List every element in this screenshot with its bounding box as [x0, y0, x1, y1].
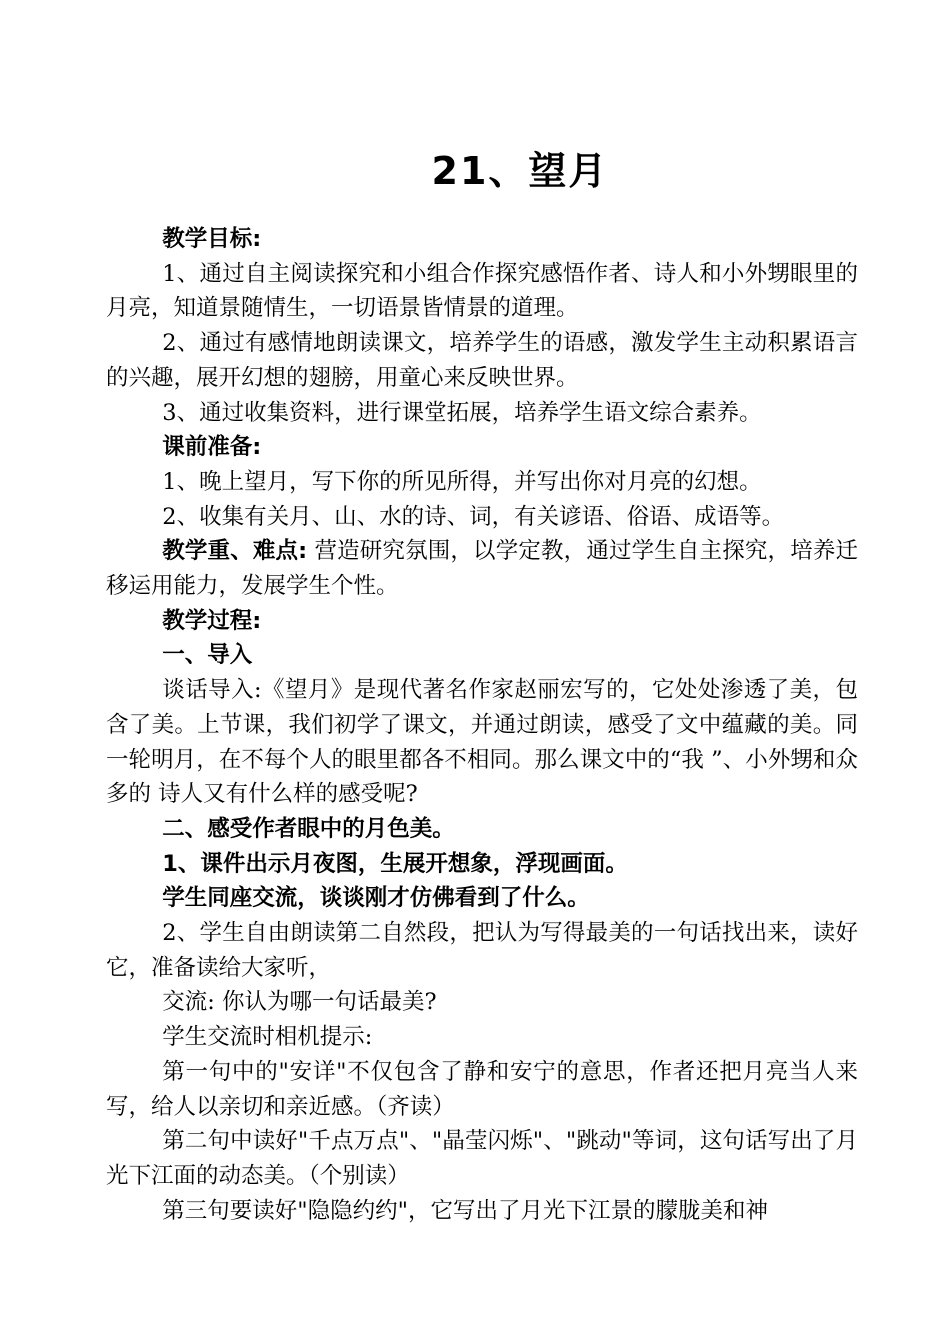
sentence3-note: 第三句要读好"隐隐约约"，它写出了月光下江景的朦胧美和神 [162, 1197, 768, 1224]
sentence1-note: 第一句中的"安详"不仅包含了静和安宁的意思，作者还把月亮当人来写，给人以亲切和亲近感。（齐读） [106, 1058, 858, 1120]
process-heading: 教学过程: [162, 607, 262, 634]
goal-item: 3、通过收集资料，进行课堂拓展，培养学生语文综合素养。 [162, 399, 762, 426]
goals-heading: 教学目标: [162, 226, 262, 252]
hint-intro: 学生交流时相机提示: [162, 1024, 373, 1051]
section2-heading: 二、感受作者眼中的月色美。 [162, 815, 455, 842]
section1-heading: 一、导入 [162, 642, 253, 669]
prep-item: 2、收集有关月、山、水的诗、词，有关谚语、俗语、成语等。 [162, 503, 785, 530]
section2-step1: 1、课件出示月夜图，生展开想象，浮现画面。 [162, 850, 628, 877]
key-text: 营造研究氛围，以学定教，通过学生自主探究，培养迁移运用能力，发展学生个性。 [106, 538, 859, 600]
section2-step1b: 学生同座交流，谈谈刚才仿佛看到了什么。 [162, 885, 590, 912]
document-body [106, 222, 858, 1228]
page-title: 21、望月 [431, 149, 609, 193]
goal-item: 2、通过有感情地朗读课文，培养学生的语感，激发学生主动积累语言的兴趣，展开幻想的翅膀，用童心来反映世界。 [106, 330, 858, 391]
prep-item: 1、晚上望月，写下你的所见所得，并写出你对月亮的幻想。 [162, 468, 762, 495]
section2-step2: 2、学生自由朗读第二自然段，把认为写得最美的一句话找出来，读好它，准备读给大家听， [106, 920, 858, 981]
goal-item: 1、通过自主阅读探究和小组合作探究感悟作者、诗人和小外甥眼里的月亮，知道景随情生，一切语景皆情景的道理。 [106, 260, 858, 322]
key-heading: 教学重、难点: [162, 538, 308, 565]
section1-text: 谈话导入:《望月》是现代著名作家赵丽宏写的，它处处渗透了美，包含了美。上节课，我们初学了课文，并通过朗读，感受了文中蕴藏的美。同一轮明月，在不每个人的眼里都各不相同。那么课文中的“我 ”、小外甥和众多的 诗人又有什么样的感受呢? [106, 677, 858, 808]
prep-heading: 课前准备: [162, 434, 262, 461]
key-paragraph [106, 534, 858, 603]
exchange-line: 交流: 你认为哪一句话最美? [162, 989, 437, 1016]
sentence2-note: 第二句中读好"千点万点"、"晶莹闪烁"、"跳动"等词，这句话写出了月光下江面的动态美。（个别读） [106, 1128, 858, 1189]
